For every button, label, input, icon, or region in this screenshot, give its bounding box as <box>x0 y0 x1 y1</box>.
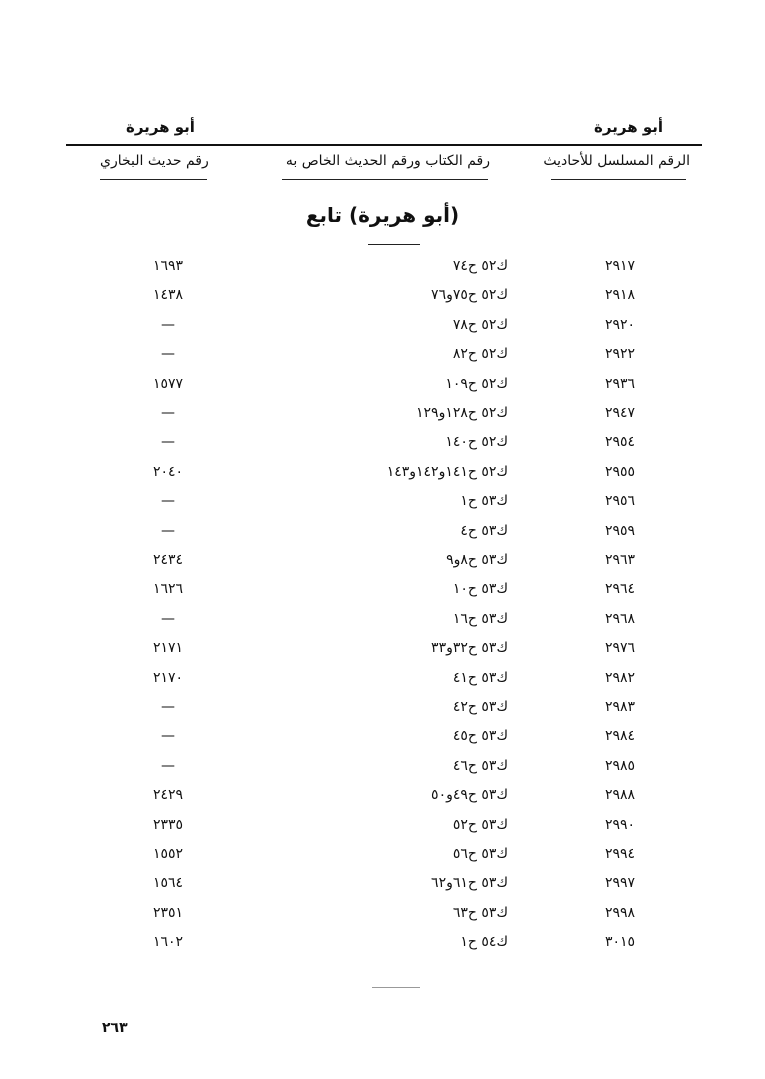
serial-number: ٢٩٥٦ <box>604 493 636 510</box>
table-row <box>0 464 765 488</box>
table-row <box>0 287 765 311</box>
bukhari-number: — <box>161 316 175 333</box>
bukhari-number: ١٥٥٢ <box>152 846 184 862</box>
serial-number: ٢٩٩٨ <box>604 904 636 921</box>
table-row <box>0 552 765 576</box>
bukhari-number: — <box>161 346 175 363</box>
bukhari-number: — <box>161 522 175 539</box>
running-head-left: أبو هريرة <box>126 118 195 136</box>
book-reference: ك٥٢ ح١٤١و١٤٢و١٤٣ <box>386 463 508 480</box>
book-reference: ك٥٣ ح١٦ <box>452 610 508 627</box>
bukhari-number: ١٤٣٨ <box>152 287 184 304</box>
book-reference: ك٥٣ ح١ <box>460 493 508 510</box>
book-reference: ك٥٣ ح٣٢و٣٣ <box>431 640 508 657</box>
serial-number: ٢٩٨٢ <box>604 669 636 686</box>
table-row <box>0 699 765 723</box>
column-header-underline <box>551 179 686 180</box>
table-row <box>0 493 765 517</box>
bukhari-number: — <box>161 405 175 421</box>
table-row <box>0 434 765 458</box>
bukhari-number: — <box>161 728 175 745</box>
bukhari-number: ١٥٦٤ <box>152 875 184 892</box>
column-header-underline <box>282 179 488 180</box>
table-row <box>0 581 765 605</box>
bukhari-number: ٢٣٥١ <box>152 904 184 921</box>
bukhari-number: ١٥٧٧ <box>152 375 184 392</box>
book-reference: ك٥٣ ح٤٩و٥٠ <box>431 787 508 804</box>
serial-number: ٢٩٥٤ <box>604 434 636 451</box>
bukhari-number: ٢٤٣٤ <box>152 552 184 568</box>
book-reference: ك٥٣ ح٤٥ <box>452 728 508 745</box>
table-row <box>0 817 765 841</box>
bukhari-number: ١٦٩٣ <box>152 258 184 274</box>
table-row <box>0 846 765 870</box>
table-row <box>0 640 765 664</box>
book-reference: ك٥٢ ح١٤٠ <box>445 434 508 451</box>
bukhari-number: ٢٠٤٠ <box>152 463 184 480</box>
serial-number: ٢٩١٨ <box>604 287 636 304</box>
serial-number: ٢٩٩٧ <box>604 875 636 892</box>
serial-number: ٢٩٨٥ <box>604 757 636 774</box>
table-row <box>0 905 765 929</box>
serial-number: ٢٩١٧ <box>604 258 636 274</box>
serial-number: ٢٩٩٠ <box>604 816 636 833</box>
book-reference: ك٥٣ ح٥٦ <box>452 846 508 862</box>
serial-number: ٢٩٨٤ <box>604 728 636 745</box>
bukhari-number: ٢١٧٠ <box>152 669 184 686</box>
book-reference: ك٥٢ ح٧٨ <box>452 316 508 333</box>
serial-number: ٢٩٨٨ <box>604 787 636 804</box>
table-row <box>0 787 765 811</box>
table-row <box>0 376 765 400</box>
header-rule <box>66 144 702 146</box>
serial-number: ٢٩٤٧ <box>604 405 636 421</box>
bukhari-number: — <box>161 757 175 774</box>
table-row <box>0 875 765 899</box>
book-reference: ك٥٢ ح١٠٩ <box>445 375 508 392</box>
bukhari-number: ٢٣٣٥ <box>152 816 184 833</box>
serial-number: ٢٩٨٣ <box>604 699 636 715</box>
table-row <box>0 758 765 782</box>
table-row <box>0 611 765 635</box>
serial-number: ٢٩٢٢ <box>604 346 636 363</box>
column-header-book-ref: رقم الكتاب ورقم الحديث الخاص به <box>285 153 490 169</box>
section-title: (أبو هريرة) تابع <box>305 203 460 227</box>
serial-number: ٢٩٧٦ <box>604 640 636 657</box>
bukhari-number: — <box>161 434 175 451</box>
table-row <box>0 728 765 752</box>
table-row <box>0 258 765 282</box>
serial-number: ٢٩٩٤ <box>604 846 636 862</box>
page-number: ٢٦٣ <box>102 1020 128 1036</box>
table-row <box>0 934 765 958</box>
book-reference: ك٥٣ ح١٠ <box>452 581 508 598</box>
bukhari-number: — <box>161 493 175 510</box>
book-reference: ك٥٢ ح٧٤ <box>452 258 508 274</box>
bukhari-number: ١٦٠٢ <box>152 934 184 951</box>
book-reference: ك٥٣ ح٤٢ <box>452 699 508 715</box>
serial-number: ٢٩٥٥ <box>604 463 636 480</box>
serial-number: ٢٩٥٩ <box>604 522 636 539</box>
table-row <box>0 523 765 547</box>
footer-divider <box>372 987 420 988</box>
book-reference: ك٥٣ ح٤ <box>460 522 508 539</box>
book-reference: ك٥٢ ح١٢٨و١٢٩ <box>416 405 508 421</box>
book-reference: ك٥٢ ح٧٥و٧٦ <box>431 287 508 304</box>
book-reference: ك٥٣ ح٦٣ <box>452 904 508 921</box>
bukhari-number: ٢٤٢٩ <box>152 787 184 804</box>
column-header-underline <box>100 179 207 180</box>
running-head-right: أبو هريرة <box>594 118 663 136</box>
serial-number: ٢٩٢٠ <box>604 316 636 333</box>
book-reference: ك٥٣ ح٨و٩ <box>446 552 508 568</box>
book-reference: ك٥٢ ح٨٢ <box>452 346 508 363</box>
table-row <box>0 346 765 370</box>
column-header-serial: الرقم المسلسل للأحاديث <box>543 153 690 169</box>
serial-number: ٢٩٦٤ <box>604 581 636 598</box>
section-divider <box>368 244 420 245</box>
book-reference: ك٥٣ ح٤١ <box>452 669 508 686</box>
table-row <box>0 670 765 694</box>
bukhari-number: — <box>161 610 175 627</box>
table-row <box>0 317 765 341</box>
serial-number: ٣٠١٥ <box>604 934 636 951</box>
bukhari-number: ٢١٧١ <box>152 640 184 657</box>
book-reference: ك٥٣ ح٦١و٦٢ <box>431 875 508 892</box>
serial-number: ٢٩٦٣ <box>604 552 636 568</box>
serial-number: ٢٩٣٦ <box>604 375 636 392</box>
column-header-bukhari: رقم حديث البخاري <box>100 153 209 169</box>
table-row <box>0 405 765 429</box>
bukhari-number: — <box>161 699 175 715</box>
book-reference: ك٥٤ ح١ <box>460 934 508 951</box>
book-reference: ك٥٣ ح٥٢ <box>452 816 508 833</box>
serial-number: ٢٩٦٨ <box>604 610 636 627</box>
book-reference: ك٥٣ ح٤٦ <box>452 757 508 774</box>
bukhari-number: ١٦٢٦ <box>152 581 184 598</box>
